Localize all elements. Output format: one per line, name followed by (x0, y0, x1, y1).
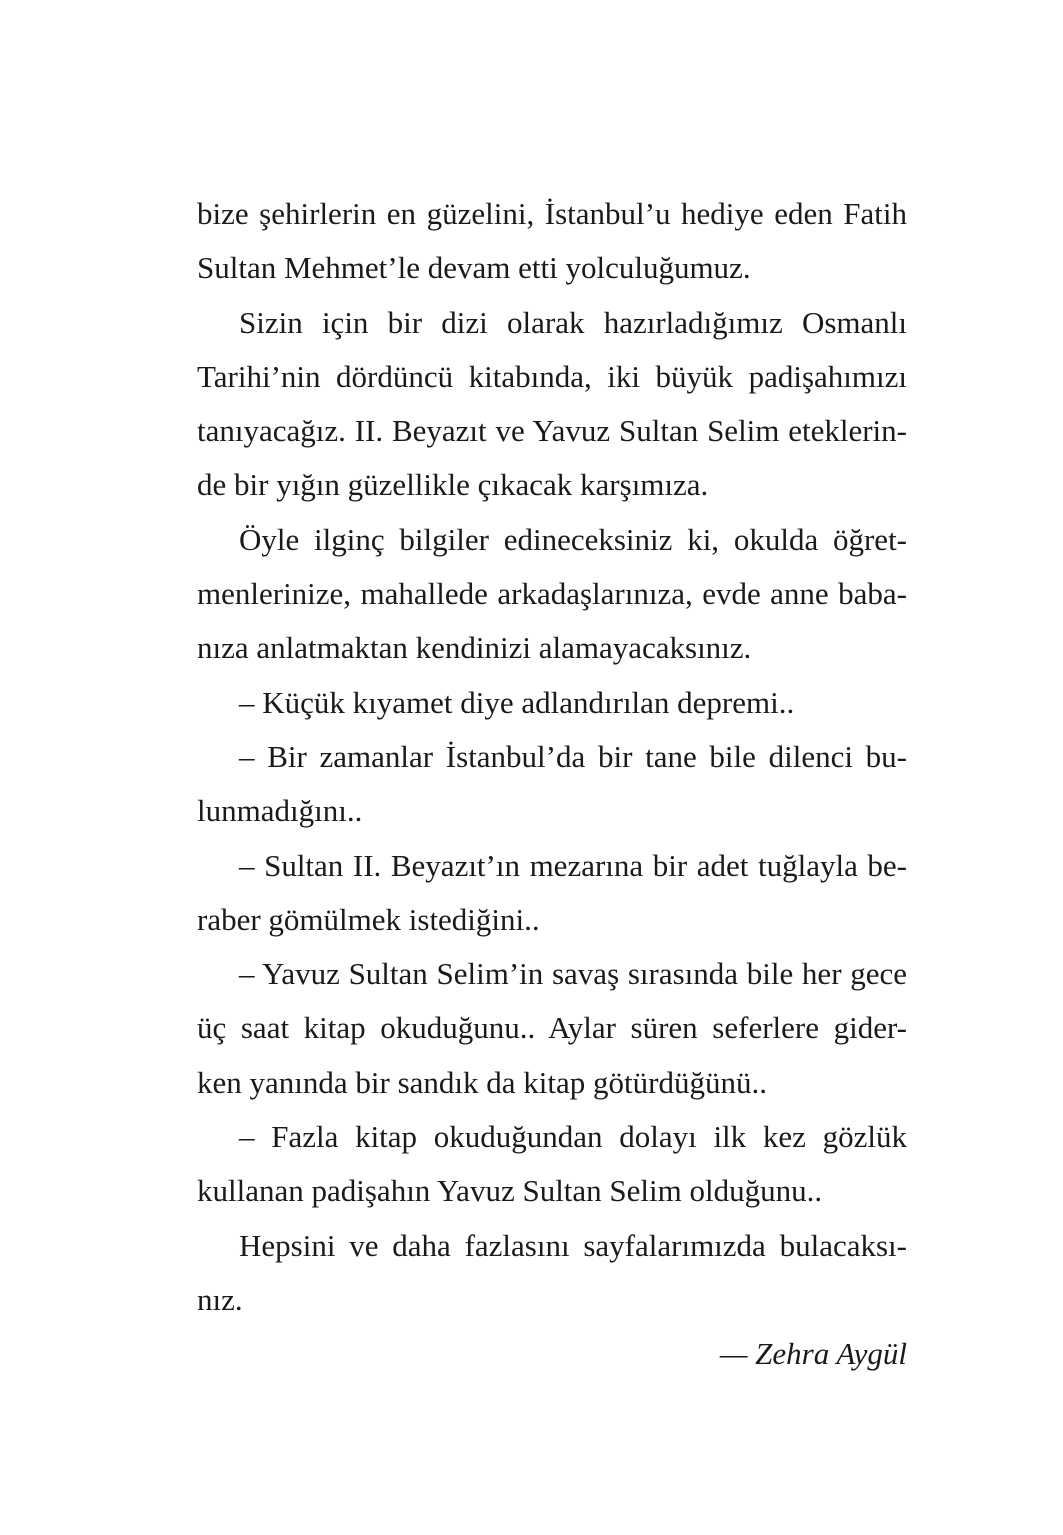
preface-text (197, 187, 907, 1382)
text-line: – Fazla kitap okuduğundan dolayı ilk kez gözlük (239, 1119, 907, 1155)
text-line: de bir yığın güzellikle çıkacak karşımıza. (197, 467, 709, 503)
text-line: Sizin için bir dizi olarak hazırladığımız Osmanlı (239, 304, 907, 340)
text-line: nız. (197, 1281, 243, 1317)
author-signature: — Zehra Aygül (719, 1336, 907, 1372)
text-line: raber gömülmek istediğini.. (197, 901, 540, 937)
text-line: lunmadığını.. (197, 793, 363, 829)
text-line: Öyle ilginç bilgiler edineceksiniz ki, okulda öğret- (239, 521, 907, 557)
text-line: Tarihi’nin dördüncü kitabında, iki büyük padişahımızı (197, 358, 907, 394)
text-line: nıza anlatmaktan kendinizi alamayacaksınız. (197, 630, 752, 666)
text-line: Sultan Mehmet’le devam etti yolculuğumuz. (197, 250, 751, 286)
text-line: üç saat kitap okuduğunu.. Aylar süren seferlere gider- (197, 1010, 907, 1046)
text-line: Hepsini ve daha fazlasını sayfalarımızda bulacaksı- (239, 1227, 907, 1263)
text-line: ken yanında bir sandık da kitap götürdüğünü.. (197, 1064, 767, 1100)
text-line: – Küçük kıyamet diye adlandırılan depremi.. (239, 684, 795, 720)
text-line: menlerinize, mahallede arkadaşlarınıza, evde anne baba- (197, 576, 907, 612)
text-line: kullanan padişahın Yavuz Sultan Selim olduğunu.. (197, 1173, 823, 1209)
text-line: bize şehirlerin en güzelini, İstanbul’u hediye eden Fatih (197, 196, 907, 231)
text-line: – Bir zamanlar İstanbul’da bir tane bile dilenci bu- (239, 738, 907, 774)
text-line: – Sultan II. Beyazıt’ın mezarına bir adet tuğlayla be- (239, 847, 907, 883)
text-line: – Yavuz Sultan Selim’in savaş sırasında bile her gece (239, 956, 907, 992)
text-line: tanıyacağız. II. Beyazıt ve Yavuz Sultan Selim eteklerin- (197, 413, 907, 449)
